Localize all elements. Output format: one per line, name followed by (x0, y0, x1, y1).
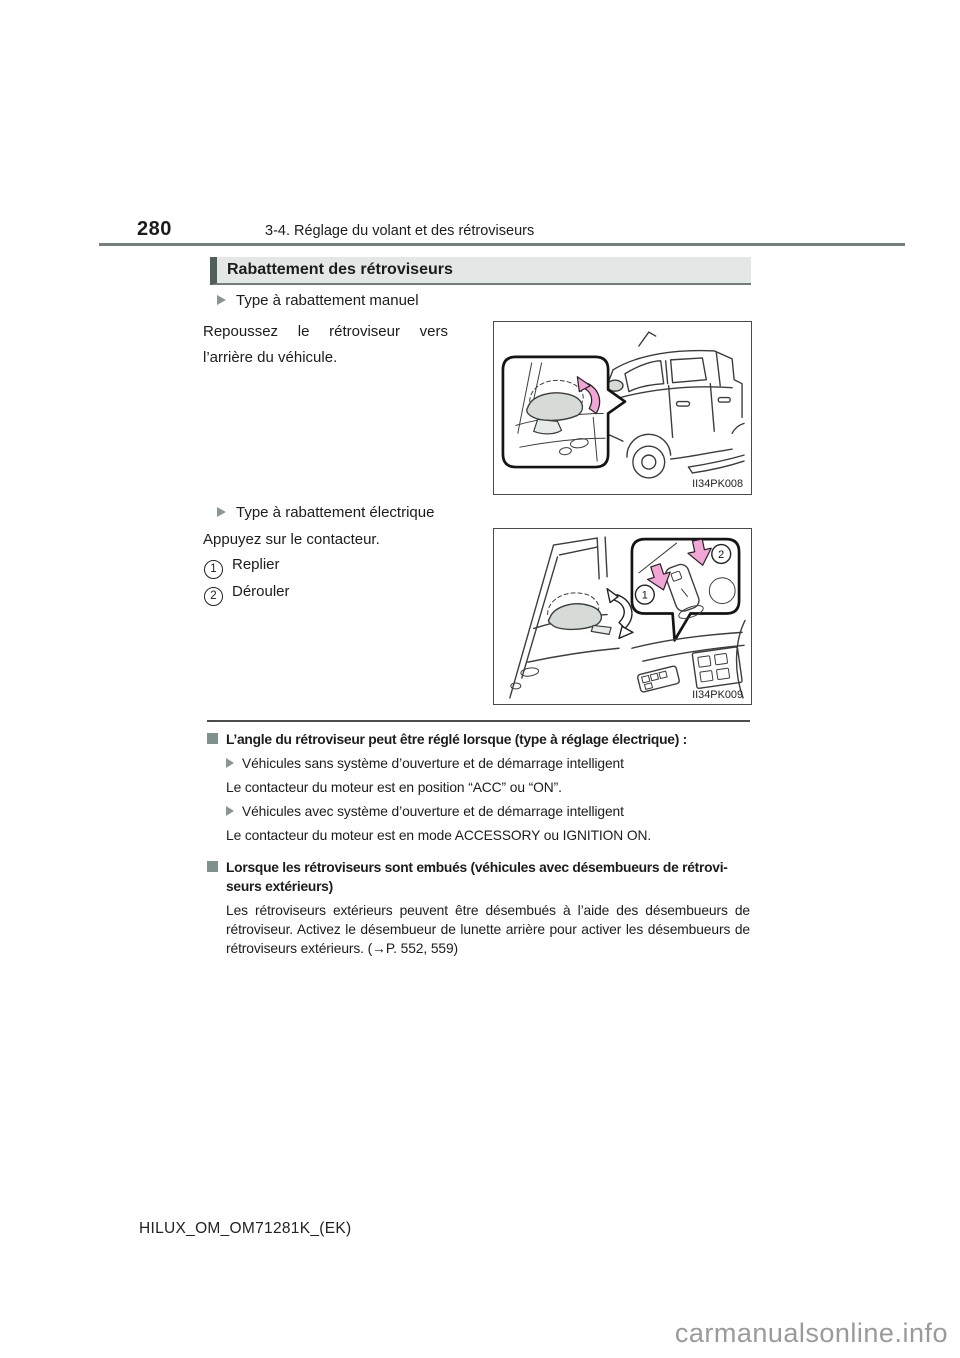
circled-1-icon: 1 (204, 560, 223, 579)
rotate-arrow (613, 595, 632, 629)
note-item (226, 826, 752, 845)
chapter-header: 3-4. Réglage du volant et des rétroviseurs (265, 223, 535, 239)
page-number: 280 (137, 218, 172, 240)
note-item (226, 802, 752, 821)
paragraph-line: Repoussez le rétroviseur vers (203, 323, 448, 340)
svg-text:2: 2 (718, 548, 725, 561)
note-item (226, 754, 752, 773)
note-title-text: Lorsque les rétroviseurs sont embués (véhicules avec désembueurs de rétrovi- seurs extérieurs) (226, 860, 728, 894)
note-item-text: Le contacteur du moteur est en mode ACCESSORY ou IGNITION ON. (226, 828, 652, 843)
notes-section (207, 730, 752, 963)
arrow-marker-icon (226, 806, 234, 816)
figure-manual-fold (493, 321, 752, 495)
subheading-label: Type à rabattement électrique (236, 504, 435, 521)
console-art (632, 620, 745, 697)
list-item-unfold (204, 583, 290, 606)
subheading-electric-fold (217, 504, 434, 521)
header-rule (99, 243, 905, 246)
arrow-marker-icon (217, 295, 226, 305)
note-title-text: L’angle du rétroviseur peut être réglé lorsque (type à réglage électrique) : (226, 732, 687, 747)
notes-separator-rule (207, 720, 750, 722)
figure-label: II34PK008 (692, 477, 744, 490)
square-bullet-icon (207, 861, 218, 872)
door-mirror-art (510, 537, 633, 698)
subheading-manual-fold (217, 292, 419, 309)
note-item-text: Le contacteur du moteur est en position “ACC” ou “ON”. (226, 780, 562, 795)
circled-2-icon: 2 (204, 587, 223, 606)
square-bullet-icon (207, 733, 218, 744)
arrow-marker-icon (217, 507, 226, 517)
svg-text:1: 1 (641, 589, 648, 602)
document-code: HILUX_OM_OM71281K_(EK) (139, 1220, 352, 1237)
mirror-callout (503, 357, 625, 467)
list-item-label: Dérouler (232, 583, 290, 600)
watermark: carmanualsonline.info (674, 1318, 948, 1348)
figure-electric-fold (493, 528, 752, 705)
list-item-fold (204, 556, 280, 579)
truck-mirror-fold-illustration (494, 322, 750, 493)
switch-callout (632, 538, 739, 641)
figure-label: II34PK009 (692, 688, 744, 701)
note-mirror-defogger (207, 858, 752, 958)
note-item (226, 778, 752, 797)
section-title: Rabattement des rétroviseurs (227, 261, 453, 278)
window-switch-panel (692, 647, 742, 689)
note-title (207, 858, 752, 896)
electric-fold-intro: Appuyez sur le contacteur. (203, 531, 380, 548)
note-title (207, 730, 752, 749)
note-mirror-angle (207, 730, 752, 845)
arrow-marker-icon (226, 758, 234, 768)
section-title-bar (210, 257, 751, 285)
manual-fold-paragraph (203, 319, 448, 371)
mirror-switch-illustration (494, 529, 750, 703)
note-item-text: Véhicules sans système d’ouverture et de démarrage intelligent (242, 756, 624, 771)
paragraph-line: l’arrière du véhicule. (203, 349, 338, 366)
note-body: Les rétroviseurs extérieurs peuvent être désembués à l’aide des désembueurs de rétroviseur. Activez le désembueur de lunette arrière pour activer les désembueurs de rétroviseurs extérieurs. (→P. 552, 559) (226, 903, 750, 956)
list-item-label: Replier (232, 556, 280, 573)
note-item-text: Véhicules avec système d’ouverture et de démarrage intelligent (242, 804, 624, 819)
subheading-label: Type à rabattement manuel (236, 292, 419, 309)
